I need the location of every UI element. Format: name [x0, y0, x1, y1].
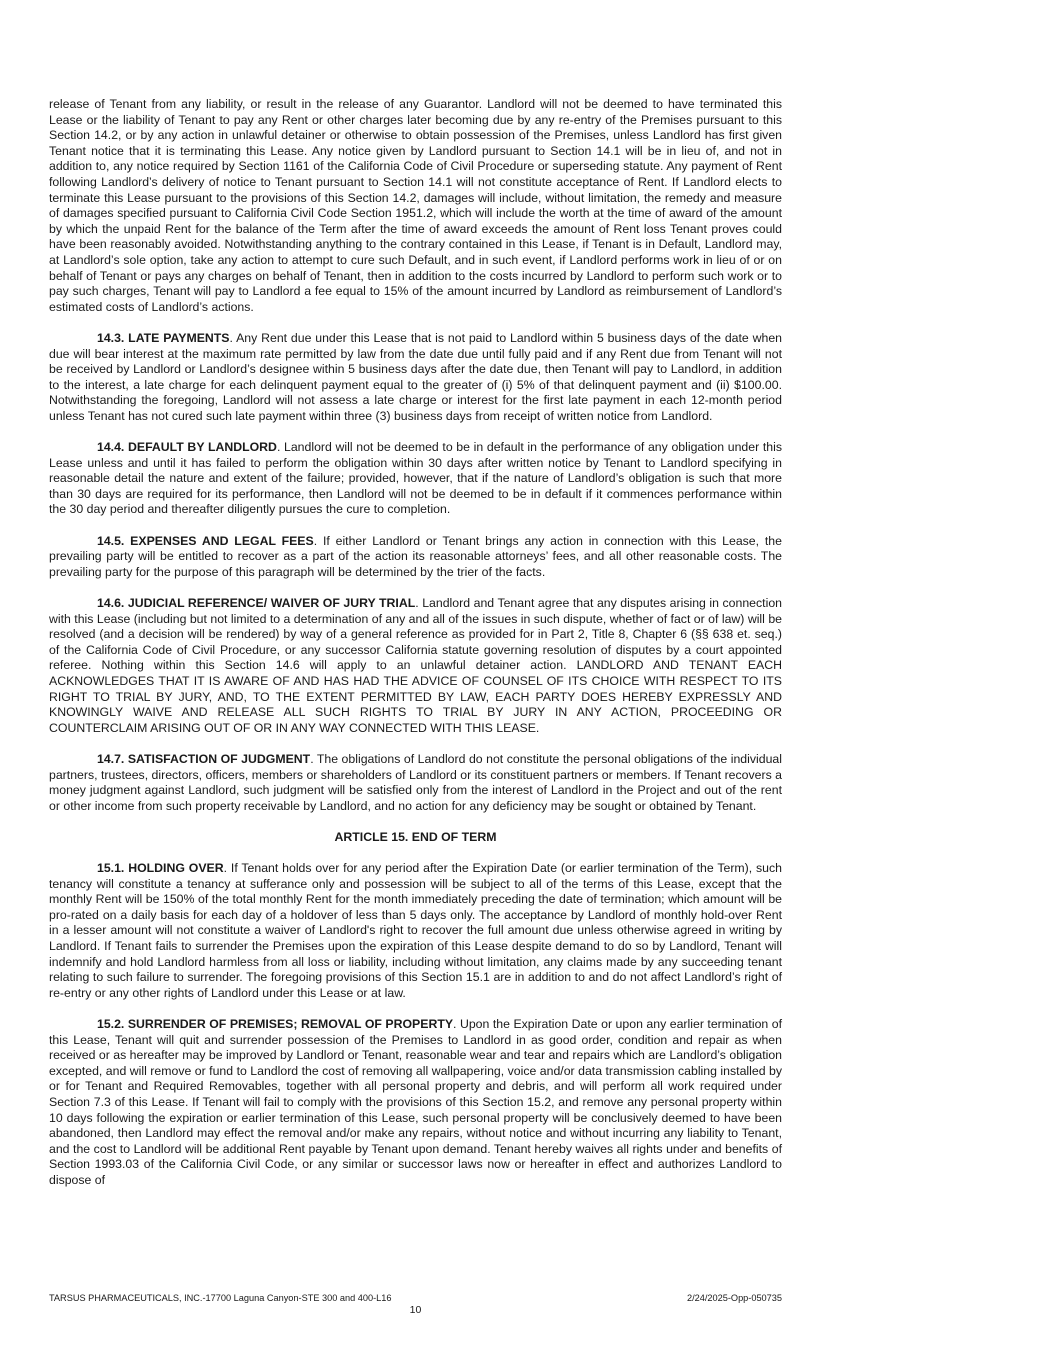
section-14-3 — [49, 331, 782, 425]
document-body — [49, 97, 782, 1204]
section-14-2-continuation: release of Tenant from any liability, or result in the release of any Guarantor. Landlord will not be deemed to have terminated this Lease or the liability of Tenant to pay any Rent or other charges later becoming due by any re-entry of the Premises pursuant to this Section 14.2, or by any action in unlawful detainer or otherwise to obtain possession of the Premises, unless Landlord has first given Tenant notice that it is terminating this Lease. Any notice given by Landlord pursuant to Section 14.1 will be in lieu of, and not in addition to, any notice required by Section 1161 of the California Code of Civil Procedure or superseding statute. Any payment of Rent following Landlord’s delivery of notice to Tenant pursuant to Section 14.1 will not constitute acceptance of Rent. If Landlord elects to terminate this Lease pursuant to the provisions of this Section 14.2, damages will include, without limitation, the remedy and measure of damages specified pursuant to California Civil Code Section 1951.2, which will include the worth at the time of award of the amount by which the unpaid Rent for the balance of the Term after the time of award exceeds the amount of Rent loss Tenant proves could have been reasonably avoided. Notwithstanding anything to the contrary contained in this Lease, if Tenant is in Default, Landlord may, at Landlord’s sole option, take any action to attempt to cure such Default, and in such event, if Landlord performs work in lieu of or on behalf of Tenant or pays any charges on behalf of Tenant, then in addition to the costs incurred by Landlord to perform such work or to pay such charges, Tenant will pay to Landlord a fee equal to 15% of the amount incurred by Landlord as reimbursement of Landlord’s estimated costs of Landlord’s actions. — [49, 97, 782, 314]
section-14-6 — [49, 596, 782, 736]
page-number: 10 — [409, 1304, 422, 1316]
section-14-5-body: . If either Landlord or Tenant brings any action in connection with this Lease, the prevailing party will be entitled to recover as a part of the action its reasonable attorneys’ fees, and all other reasonable costs. The prevailing party for the purpose of this paragraph will be determined by the trier of the facts. — [49, 533, 782, 579]
section-14-4 — [49, 440, 782, 518]
footer-document-title: TARSUS PHARMACEUTICALS, INC.-17700 Laguna Canyon-STE 300 and 400-L16 — [49, 1293, 392, 1303]
footer-document-id: 2/24/2025-Opp-050735 — [686, 1293, 782, 1303]
article-15-heading: ARTICLE 15. END OF TERM — [334, 829, 497, 844]
section-15-1-heading: 15.1. HOLDING OVER — [97, 861, 224, 876]
section-14-7 — [49, 752, 782, 814]
section-14-4-body: . Landlord will not be deemed to be in default in the performance of any obligation under this Lease unless and until it has failed to perform the obligation within 30 days after written notice by Tenant to Landlord specifying in reasonable detail the nature and extent of the failure; provided, however, that if the nature of Landlord’s obligation is such that more than 30 days are required for its performance, then Landlord will not be deemed to be in default if it commences performance within the 30 day period and thereafter diligently pursues the cure to completion. — [49, 440, 782, 517]
section-14-6-heading: 14.6. JUDICIAL REFERENCE/ WAIVER OF JURY TRIAL — [97, 596, 416, 610]
section-15-2-body: . Upon the Expiration Date or upon any earlier termination of this Lease, Tenant will quit and surrender possession of the Premises to Landlord in as good order, condition and repair as when received or as hereafter may be improved by Landlord or Tenant, reasonable wear and tear and repairs which are Landlord’s obligation excepted, and will remove or fund to Landlord the cost of removing all wallpapering, voice and/or data transmission cabling installed by or for Tenant and Required Removables, together with all personal property and debris, and will perform all work required under Section 7.3 of this Lease. If Tenant will fail to comply with the provisions of this Section 15.2, and remove any personal property within 10 days following the expiration or earlier termination of this Lease, such personal property will be conclusively deemed to have been abandoned, then Landlord may effect the removal and/or make any repairs, without notice and without incurring any liability to Tenant, and the cost to Landlord will be additional Rent payable by Tenant upon demand. Tenant hereby waives all rights under and benefits of Section 1993.03 of the California Civil Code, or any similar or successor laws now or hereafter in effect and authorizes Landlord to dispose of — [49, 1017, 783, 1187]
section-14-3-heading: 14.3. LATE PAYMENTS — [97, 330, 230, 345]
section-14-5 — [49, 534, 782, 581]
section-14-7-body: . The obligations of Landlord do not constitute the personal obligations of the individual partners, trustees, directors, officers, members or shareholders of Landlord or its constituent partners or members. If Tenant recovers a money judgment against Landlord, such judgment will be satisfied only from the interest of Landlord in the Project and out of the rent or other income from such property receivable by Landlord, and no action for any deficiency may be sought or obtained by Tenant. — [49, 751, 782, 813]
section-14-7-heading: 14.7. SATISFACTION OF JUDGMENT — [97, 751, 311, 766]
section-14-5-heading: 14.5. EXPENSES AND LEGAL FEES — [97, 533, 314, 548]
section-15-1 — [49, 861, 782, 1001]
section-14-4-heading: 14.4. DEFAULT BY LANDLORD — [97, 440, 277, 455]
section-14-3-body: . Any Rent due under this Lease that is not paid to Landlord within 5 business days of the date when due will bear interest at the maximum rate permitted by law from the date due until fully paid and if any Rent due from Tenant will not be received by Landlord or Landlord’s designee within 5 business days after the date due, then Tenant will pay to Landlord, in addition to the interest, a late charge for each delinquent payment equal to the greater of (i) 5% of that delinquent payment and (ii) $100.00. Notwithstanding the foregoing, Landlord will not assess a late charge or interest for the first late payment in each 12-month period unless Tenant has not cured such late payment within three (3) business days from receipt of written notice from Landlord. — [49, 330, 782, 423]
section-15-2 — [49, 1017, 782, 1189]
section-15-1-body: . If Tenant holds over for any period after the Expiration Date (or earlier termination of the Term), such tenancy will constitute a tenancy at sufferance only and possession will be subject to all of the terms of this Lease, except that the monthly Rent will be 150% of the total monthly Rent for the month immediately preceding the date of termination; which amount will be pro-rated on a daily basis for each day of a holdover of less than 5 days only. The acceptance by Landlord of monthly hold-over Rent in a lesser amount will not constitute a waiver of Landlord's right to recover the full amount due unless otherwise agreed in writing by Landlord. If Tenant fails to surrender the Premises upon the expiration of this Lease despite demand to do so by Landlord, Tenant will indemnify and hold Landlord harmless from all loss or liability, including without limitation, any claims made by any succeeding tenant relating to such failure to surrender. The foregoing provisions of this Section 15.1 are in addition to and do not affect Landlord’s right of re-entry or any other rights of Landlord under this Lease or at law. — [49, 861, 783, 1000]
section-14-6-body: . Landlord and Tenant agree that any disputes arising in connection with this Lease (including but not limited to a determination of any and all of the issues in such dispute, whether of fact or of law) will be resolved (and a decision will be rendered) by way of a general reference as provided for in Part 2, Title 8, Chapter 6 (§§ 638 et. seq.) of the California Code of Civil Procedure, or any successor California statute governing resolution of disputes by a court appointed referee. Nothing within this Section 14.6 will apply to an unlawful detainer action. LANDLORD AND TENANT EACH ACKNOWLEDGES THAT IT IS AWARE OF AND HAS HAD THE ADVICE OF COUNSEL OF ITS CHOICE WITH RESPECT TO ITS RIGHT TO TRIAL BY JURY, AND, TO THE EXTENT PERMITTED BY LAW, EACH PARTY DOES HEREBY EXPRESSLY AND KNOWINGLY WAIVE AND RELEASE ALL SUCH RIGHTS TO TRIAL BY JURY IN ANY ACTION, PROCEEDING OR COUNTERCLAIM ARISING OUT OF OR IN ANY WAY CONNECTED WITH THIS LEASE. — [49, 596, 783, 735]
section-15-2-heading: 15.2. SURRENDER OF PREMISES; REMOVAL OF PROPERTY — [97, 1017, 454, 1032]
